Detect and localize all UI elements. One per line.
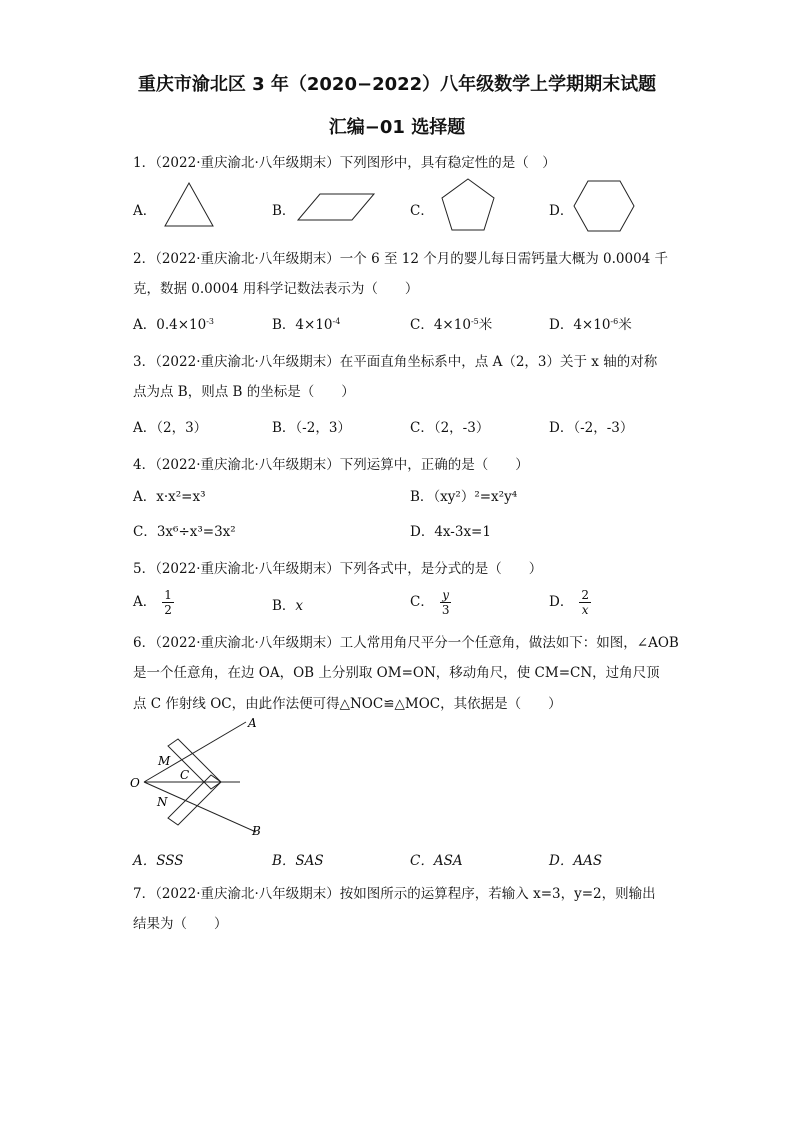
question-2-stem-line2: 克，数据 0.0004 用科学记数法表示为（ ）: [133, 281, 419, 297]
q4-option-a: A．x·x²=x³: [133, 489, 206, 505]
question-5-stem: 5．（2022·重庆渝北·八年级期末）下列各式中，是分式的是（ ）: [133, 561, 543, 577]
q6-option-b: B．SAS: [272, 853, 324, 869]
q4-option-d: D．4x-3x=1: [410, 524, 491, 540]
parallelogram-icon: [298, 192, 376, 222]
q3-option-a: A．（2，3）: [133, 420, 208, 436]
q6-option-a: A．SSS: [133, 853, 184, 869]
q4-option-b: B．（xy²）²=x²y⁴: [410, 489, 518, 505]
document-title-line1: 重庆市渝北区 3 年（2020−2022）八年级数学上学期期末试题: [137, 74, 657, 95]
hexagon-icon: [573, 180, 635, 232]
question-2-stem-line1: 2．（2022·重庆渝北·八年级期末）一个 6 至 12 个月的婴儿每日需钙量大概为 0.0004 千: [133, 251, 669, 267]
q3-option-d: D．（-2，-3）: [549, 420, 634, 436]
q5-option-d: D． $\frac{2}{x}$: [549, 588, 589, 617]
q3-option-b: B．（-2，3）: [272, 420, 351, 436]
fraction: $\frac{1}{2}$: [164, 588, 172, 617]
document-title-line2: 汇编−01 选择题: [328, 117, 466, 138]
question-source: （2022·重庆渝北·八年级期末）: [155, 155, 340, 171]
q1-option-d-label: D．: [549, 203, 574, 219]
q1-option-a-label: A．: [133, 203, 157, 219]
q5-option-b: B．x: [272, 598, 304, 614]
q3-option-c: C．（2，-3）: [410, 420, 490, 436]
q6-option-d: D．AAS: [549, 853, 603, 869]
question-1-stem: 1．（2022·重庆渝北·八年级期末）下列图形中，具有稳定性的是（ ）: [133, 155, 556, 171]
label-n: N: [157, 795, 168, 809]
q4-option-c: C．3x⁶÷x³=3x²: [133, 524, 236, 540]
question-6-stem-line2: 是一个任意角，在边 OA，OB 上分别取 OM=ON，移动角尺，使 CM=CN，过角尺顶: [133, 665, 660, 681]
q2-option-c: C．$4\times 10^{-5}$米: [410, 317, 493, 333]
q1-option-c-label: C．: [410, 203, 434, 219]
q2-option-a: A．$0.4\times 10^{-3}$: [133, 317, 215, 333]
question-3-stem-line1: 3．（2022·重庆渝北·八年级期末）在平面直角坐标系中，点 A（2，3）关于 x 轴的对称: [133, 354, 658, 370]
question-7-stem-line1: 7．（2022·重庆渝北·八年级期末）按如图所示的运算程序，若输入 x=3，y=2，则输出: [133, 886, 656, 902]
question-6-stem-line3: 点 C 作射线 OC，由此作法便可得△NOC≌△MOC，其依据是（ ）: [133, 696, 562, 712]
q5-option-c: C． $\frac{y}{3}$: [410, 588, 450, 617]
pentagon-icon: [440, 177, 496, 233]
question-3-stem-line2: 点为点 B，则点 B 的坐标是（ ）: [133, 384, 355, 400]
fraction: $\frac{2}{x}$: [581, 588, 589, 617]
q6-option-c: C．ASA: [410, 853, 463, 869]
label-m: M: [158, 754, 171, 768]
q2-option-b: B．$4\times 10^{-4}$: [272, 317, 341, 333]
triangle-icon: [163, 180, 215, 228]
question-6-stem-line1: 6．（2022·重庆渝北·八年级期末）工人常用角尺平分一个任意角，做法如下：如图，∠AOB: [133, 635, 679, 651]
q1-option-b-label: B．: [272, 203, 296, 219]
label-c: C: [180, 768, 190, 782]
question-4-stem: 4．（2022·重庆渝北·八年级期末）下列运算中，正确的是（ ）: [133, 457, 529, 473]
q5-option-a: A． $\frac{1}{2}$: [133, 588, 172, 617]
fraction: $\frac{y}{3}$: [441, 588, 450, 617]
label-a: A: [248, 716, 257, 730]
label-o: O: [130, 776, 140, 790]
label-b: B: [252, 824, 261, 838]
angle-bisector-figure: [128, 712, 278, 842]
question-7-stem-line2: 结果为（ ）: [133, 916, 228, 932]
q2-option-d: D．$4\times 10^{-6}$米: [549, 317, 632, 333]
